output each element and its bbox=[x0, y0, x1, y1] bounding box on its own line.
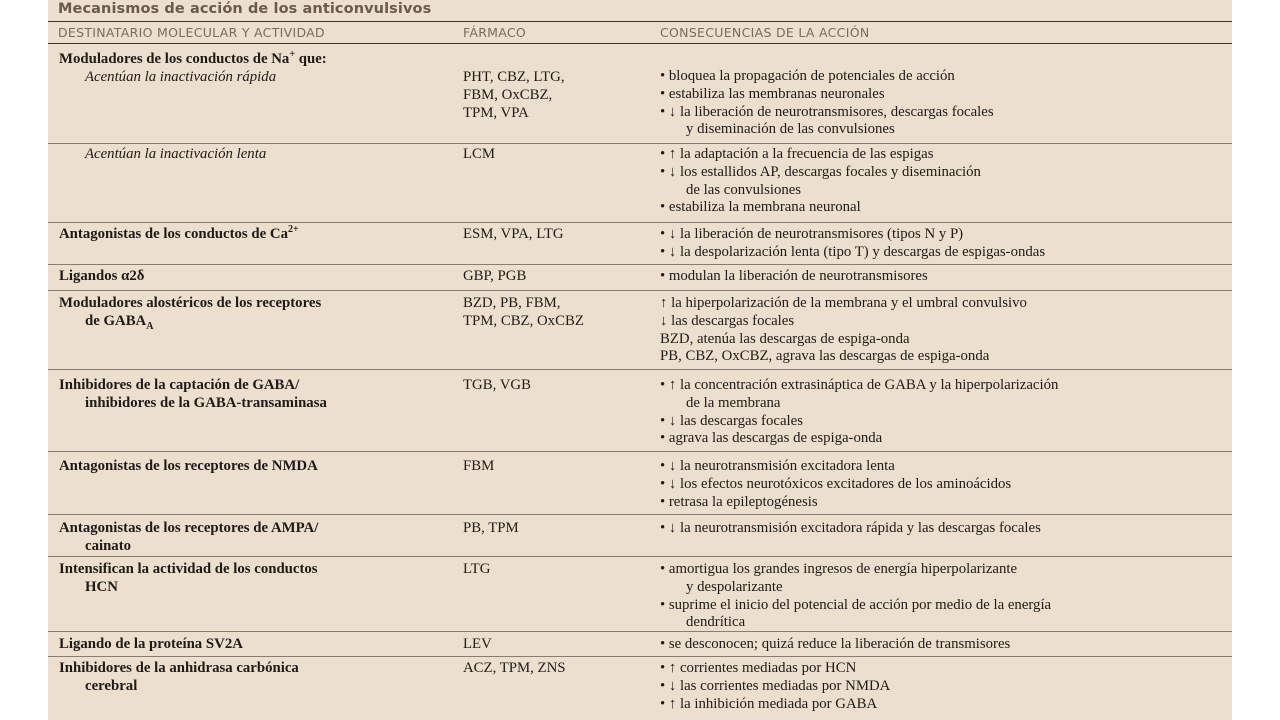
target-cell bbox=[59, 520, 439, 556]
target-line: Moduladores de los conductos de Na+ que: bbox=[59, 49, 327, 67]
target-line: inhibidores de la GABA-transaminasa bbox=[85, 394, 327, 411]
table-row bbox=[48, 226, 1232, 265]
drug-cell bbox=[463, 520, 653, 538]
target-line: Ligando de la proteína SV2A bbox=[59, 636, 243, 652]
drug-line: ESM, VPA, LTG bbox=[463, 226, 564, 242]
table-row bbox=[48, 520, 1232, 557]
table-row bbox=[48, 458, 1232, 515]
consequence-cell bbox=[660, 377, 1228, 448]
drug-cell bbox=[463, 295, 653, 331]
table-row bbox=[48, 561, 1232, 632]
consequence-line: PB, CBZ, OxCBZ, agrava las descargas de espiga-onda bbox=[660, 348, 990, 365]
consequence-cell bbox=[660, 226, 1228, 262]
consequence-line: • ↓ las descargas focales bbox=[660, 412, 803, 429]
consequence-cell bbox=[660, 636, 1228, 654]
target-line: de $GABA_A$ bbox=[85, 312, 154, 332]
drug-cell bbox=[463, 146, 653, 164]
consequence-line: • ↓ la liberación de neurotransmisores (tipos N y P) bbox=[660, 226, 964, 242]
consequence-line: • estabiliza las membranas neuronales bbox=[660, 85, 885, 102]
title-rule bbox=[48, 21, 1232, 22]
consequence-cell bbox=[660, 561, 1228, 632]
target-line: HCN bbox=[85, 578, 118, 595]
consequence-cell bbox=[660, 295, 1228, 366]
target-cell bbox=[59, 458, 439, 476]
target-line: Inhibidores de la captación de GABA/ bbox=[59, 377, 300, 393]
target-line: Antagonistas de los conductos de $Ca^{2+}$ bbox=[59, 224, 299, 242]
consequence-line: de la membrana bbox=[686, 394, 781, 411]
consequence-line: • se desconocen; quizá reduce la liberación de transmisores bbox=[660, 636, 1011, 652]
consequence-line: • retrasa la epileptogénesis bbox=[660, 493, 818, 510]
consequence-line: y despolarizante bbox=[686, 578, 783, 595]
drug-line: LCM bbox=[463, 146, 496, 162]
target-line: Inhibidores de la anhidrasa carbónica bbox=[59, 660, 299, 676]
consequence-line: de las convulsiones bbox=[686, 181, 802, 198]
header-consequences: CONSECUENCIAS DE LA ACCIÓN bbox=[660, 25, 870, 40]
target-line: Antagonistas de los receptores de NMDA bbox=[59, 458, 318, 474]
drug-line: TGB, VGB bbox=[463, 377, 531, 393]
consequence-line: • ↑ la concentración extrasináptica de GABA y la hiperpolarización bbox=[660, 377, 1059, 393]
target-line: Ligandos α2δ bbox=[59, 268, 145, 284]
consequence-line: y diseminación de las convulsiones bbox=[686, 121, 895, 138]
consequence-line: • ↓ la liberación de neurotransmisores, descargas focales bbox=[660, 103, 994, 120]
drug-cell bbox=[463, 69, 653, 122]
consequence-line: dendrítica bbox=[686, 614, 746, 631]
table-row bbox=[48, 295, 1232, 370]
drug-line: PHT, CBZ, LTG, bbox=[463, 69, 565, 85]
table-title: Mecanismos de acción de los anticonvulsivos bbox=[58, 1, 432, 17]
target-line: Intensifican la actividad de los conductos bbox=[59, 561, 318, 577]
target-cell bbox=[59, 146, 439, 164]
drug-cell bbox=[463, 660, 653, 678]
consequence-line: • ↓ los efectos neurotóxicos excitadores de los aminoácidos bbox=[660, 475, 1012, 492]
target-line: cerebral bbox=[85, 677, 138, 694]
drug-line: ACZ, TPM, ZNS bbox=[463, 660, 566, 676]
drug-line: GBP, PGB bbox=[463, 268, 527, 284]
consequence-cell bbox=[660, 660, 1228, 713]
table-row bbox=[48, 377, 1232, 452]
target-line: Antagonistas de los receptores de AMPA/ bbox=[59, 520, 319, 536]
consequence-line: • ↓ los estallidos AP, descargas focales y diseminación bbox=[660, 163, 981, 180]
target-cell bbox=[59, 51, 439, 87]
table-row bbox=[48, 268, 1232, 291]
consequence-line: ↓ las descargas focales bbox=[660, 312, 795, 329]
target-cell bbox=[59, 377, 439, 413]
target-cell bbox=[59, 561, 439, 597]
consequence-line: • ↓ la despolarización lenta (tipo T) y descargas de espigas-ondas bbox=[660, 243, 1046, 260]
target-line: cainato bbox=[85, 537, 132, 554]
table-row bbox=[48, 146, 1232, 223]
consequence-line: • ↓ la neurotransmisión excitadora rápida y las descargas focales bbox=[660, 520, 1041, 536]
drug-cell bbox=[463, 268, 653, 286]
consequence-line: ↑ la hiperpolarización de la membrana y el umbral convulsivo bbox=[660, 295, 1027, 311]
target-cell bbox=[59, 295, 439, 331]
consequence-cell bbox=[660, 268, 1228, 286]
drug-cell bbox=[463, 377, 653, 395]
drug-line: PB, TPM bbox=[463, 520, 519, 536]
target-subline: Acentúan la inactivación lenta bbox=[85, 146, 267, 162]
drug-line: FBM bbox=[463, 458, 495, 474]
consequence-line: • ↑ la inhibición mediada por GABA bbox=[660, 695, 878, 712]
consequence-line: • amortigua los grandes ingresos de energía hiperpolarizante bbox=[660, 561, 1018, 577]
consequence-line: • suprime el inicio del potencial de acción por medio de la energía bbox=[660, 596, 1052, 613]
table-row bbox=[48, 51, 1232, 144]
drug-line: TPM, VPA bbox=[463, 104, 529, 121]
consequence-line: BZD, atenúa las descargas de espiga-onda bbox=[660, 330, 910, 347]
consequence-line: • ↓ la neurotransmisión excitadora lenta bbox=[660, 458, 895, 474]
target-cell bbox=[59, 226, 439, 244]
drug-cell bbox=[463, 561, 653, 579]
drug-line: BZD, PB, FBM, bbox=[463, 295, 561, 311]
drug-line: LEV bbox=[463, 636, 492, 652]
consequence-line: • agrava las descargas de espiga-onda bbox=[660, 430, 883, 447]
consequence-cell bbox=[660, 146, 1228, 217]
drug-line: LTG bbox=[463, 561, 491, 577]
consequence-line: • modulan la liberación de neurotransmisores bbox=[660, 268, 928, 284]
target-cell bbox=[59, 660, 439, 696]
target-cell bbox=[59, 636, 439, 654]
drug-cell bbox=[463, 226, 653, 244]
consequence-line: • estabiliza la membrana neuronal bbox=[660, 199, 861, 216]
target-cell bbox=[59, 268, 439, 286]
anticonvulsant-table bbox=[48, 0, 1232, 720]
consequence-cell bbox=[660, 458, 1228, 511]
consequence-line: • ↑ la adaptación a la frecuencia de las espigas bbox=[660, 146, 934, 162]
consequence-line: • ↓ las corrientes mediadas por NMDA bbox=[660, 677, 891, 694]
drug-line: TPM, CBZ, OxCBZ bbox=[463, 312, 584, 329]
drug-cell bbox=[463, 458, 653, 476]
table-row bbox=[48, 660, 1232, 720]
header-drug: FÁRMACO bbox=[463, 25, 527, 40]
drug-cell bbox=[463, 636, 653, 654]
consequence-cell bbox=[660, 520, 1228, 538]
consequence-line: • ↑ corrientes mediadas por HCN bbox=[660, 660, 857, 676]
header-rule bbox=[48, 43, 1232, 44]
consequence-line: • bloquea la propagación de potenciales de acción bbox=[660, 68, 955, 84]
drug-line: FBM, OxCBZ, bbox=[463, 86, 553, 103]
header-target: DESTINATARIO MOLECULAR Y ACTIVIDAD bbox=[58, 25, 325, 40]
target-subline: Acentúan la inactivación rápida bbox=[85, 68, 277, 85]
consequence-cell bbox=[660, 68, 1228, 139]
table-row bbox=[48, 636, 1232, 657]
target-line: Moduladores alostéricos de los receptores bbox=[59, 295, 322, 311]
